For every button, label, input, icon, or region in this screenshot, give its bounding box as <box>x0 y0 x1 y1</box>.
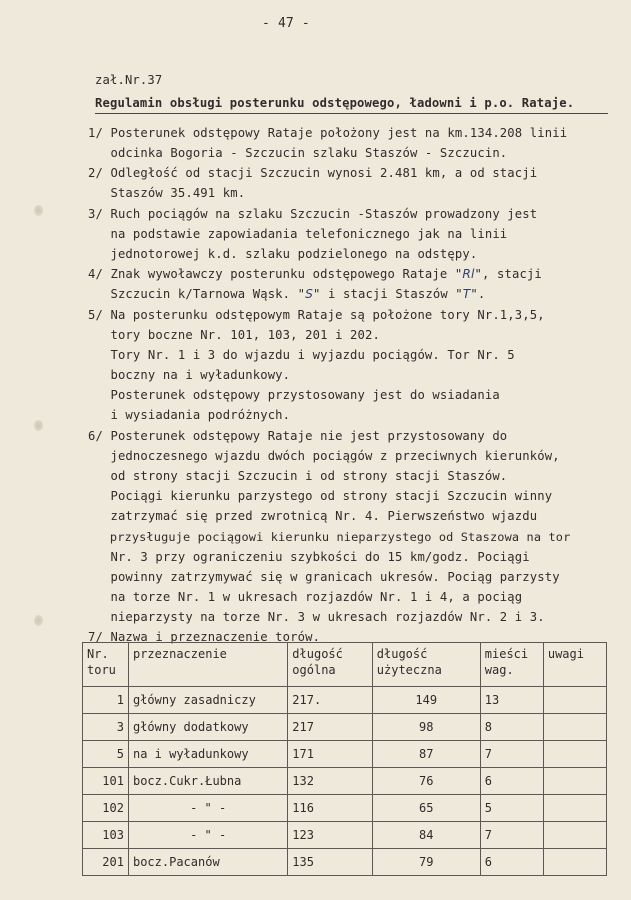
section-1-line-2: odcinka Bogoria - Szczucin szlaku Staszów - Szczucin. <box>88 146 508 160</box>
cell-purpose: główny zasadniczy <box>128 687 287 714</box>
cell-notes <box>543 687 606 714</box>
cell-purpose: - " - <box>128 795 287 822</box>
section-3-line-2: na podstawie zapowiadania telefonicznego jak na linii <box>88 227 508 241</box>
tracks-table <box>82 642 607 876</box>
header-car-capacity: mieści wag. <box>480 643 543 687</box>
cell-notes <box>543 822 606 849</box>
cell-useful-length: 84 <box>372 822 480 849</box>
header-purpose: przeznaczenie <box>128 643 287 687</box>
section-6-line-5: zatrzymać się przed zwrotnicą Nr. 4. Pierwszeństwo wjazdu <box>88 509 538 523</box>
table-row <box>83 822 607 849</box>
section-7-heading: 7/ Nazwa i przeznaczenie torów. <box>88 630 321 644</box>
section-5-line-4: boczny na i wyładunkowy. <box>88 368 291 382</box>
cell-total-length: 217. <box>288 687 372 714</box>
section-6-line-6: przysługuje pociągowi kierunku nieparzystego od Staszowa na tor <box>88 530 571 544</box>
section-6-line-10: nieparzysty na torze Nr. 3 w ukresach rozjazdów Nr. 2 i 3. <box>88 610 545 624</box>
cell-car-capacity: 6 <box>480 768 543 795</box>
section-5-line-5: Posterunek odstępowy przystosowany jest do wsiadania <box>88 388 500 402</box>
section-4-text-a: 4/ Znak wywoławczy posterunku odstępowego Rataje " <box>88 267 463 281</box>
cell-total-length: 171 <box>288 741 372 768</box>
cell-track-number: 103 <box>83 822 129 849</box>
header-track-number: Nr. toru <box>83 643 129 687</box>
table-row <box>83 795 607 822</box>
cell-track-number: 1 <box>83 687 129 714</box>
cell-purpose: - " - <box>128 822 287 849</box>
cell-track-number: 102 <box>83 795 129 822</box>
section-6-line-4: Pociągi kierunku parzystego od strony stacji Szczucin winny <box>88 489 553 503</box>
handwritten-station-code: Rl <box>462 267 475 281</box>
section-5-line-3: Tory Nr. 1 i 3 do wjazdu i wyjazdu pociągów. Tor Nr. 5 <box>88 348 515 362</box>
cell-total-length: 135 <box>288 849 372 876</box>
cell-track-number: 101 <box>83 768 129 795</box>
cell-notes <box>543 768 606 795</box>
section-4-text-b: ", stacji <box>474 267 542 281</box>
cell-car-capacity: 6 <box>480 849 543 876</box>
table-row <box>83 741 607 768</box>
cell-useful-length: 76 <box>372 768 480 795</box>
cell-useful-length: 87 <box>372 741 480 768</box>
section-4-text-e: ". <box>470 287 486 301</box>
table-row <box>83 714 607 741</box>
cell-car-capacity: 13 <box>480 687 543 714</box>
section-6-line-2: jednoczesnego wjazdu dwóch pociągów z przeciwnych kierunków, <box>88 449 560 463</box>
punch-hole <box>34 615 43 626</box>
cell-track-number: 3 <box>83 714 129 741</box>
handwritten-szczucin-code: S <box>305 287 314 301</box>
attachment-label: zał.Nr.37 <box>95 73 163 87</box>
cell-total-length: 217 <box>288 714 372 741</box>
cell-car-capacity: 7 <box>480 822 543 849</box>
table-row <box>83 849 607 876</box>
section-1-line-1: 1/ Posterunek odstępowy Rataje położony jest na km.134.208 linii <box>88 126 568 140</box>
page-number: - 47 - <box>262 16 310 31</box>
cell-notes <box>543 741 606 768</box>
section-6-line-7: Nr. 3 przy ograniczeniu szybkości do 15 km/godz. Pociągi <box>88 550 530 564</box>
title-underline <box>95 113 608 114</box>
section-6-line-3: od strony stacji Szczucin i od strony stacji Staszów. <box>88 469 508 483</box>
section-6-line-1: 6/ Posterunek odstępowy Rataje nie jest przystosowany do <box>88 429 508 443</box>
cell-purpose: bocz.Cukr.Łubna <box>128 768 287 795</box>
header-notes: uwagi <box>543 643 606 687</box>
cell-car-capacity: 7 <box>480 741 543 768</box>
cell-useful-length: 149 <box>372 687 480 714</box>
cell-purpose: główny dodatkowy <box>128 714 287 741</box>
section-3-line-3: jednotorowej k.d. szlaku podzielonego na odstępy. <box>88 247 478 261</box>
cell-notes <box>543 849 606 876</box>
header-useful-length: długość użyteczna <box>372 643 480 687</box>
punch-hole <box>34 205 43 216</box>
cell-car-capacity: 8 <box>480 714 543 741</box>
cell-total-length: 123 <box>288 822 372 849</box>
cell-track-number: 201 <box>83 849 129 876</box>
cell-useful-length: 79 <box>372 849 480 876</box>
section-4-line-1 <box>88 267 542 281</box>
cell-car-capacity: 5 <box>480 795 543 822</box>
table-row <box>83 768 607 795</box>
document-title: Regulamin obsługi posterunku odstępowego, ładowni i p.o. Rataje. <box>95 96 575 110</box>
cell-notes <box>543 714 606 741</box>
section-2-line-2: Staszów 35.491 km. <box>88 186 246 200</box>
section-5-line-2: tory boczne Nr. 101, 103, 201 i 202. <box>88 328 381 342</box>
cell-purpose: na i wyładunkowy <box>128 741 287 768</box>
section-6-line-9: na torze Nr. 1 w ukresach rozjazdów Nr. 1 i 4, a pociąg <box>88 590 523 604</box>
section-5-line-1: 5/ Na posterunku odstępowym Rataje są położone tory Nr.1,3,5, <box>88 308 545 322</box>
section-5-line-6: i wysiadania podróżnych. <box>88 408 291 422</box>
section-3-line-1: 3/ Ruch pociągów na szlaku Szczucin -Staszów prowadzony jest <box>88 207 538 221</box>
section-4-line-2 <box>88 287 485 301</box>
cell-useful-length: 98 <box>372 714 480 741</box>
section-2-line-1: 2/ Odległość od stacji Szczucin wynosi 2.481 km, a od stacji <box>88 166 538 180</box>
cell-notes <box>543 795 606 822</box>
punch-hole <box>34 420 43 431</box>
cell-track-number: 5 <box>83 741 129 768</box>
section-4-text-c: Szczucin k/Tarnowa Wąsk. " <box>88 287 306 301</box>
section-6-line-8: powinny zatrzymywać się w granicach ukresów. Pociąg parzysty <box>88 570 560 584</box>
cell-useful-length: 65 <box>372 795 480 822</box>
cell-total-length: 116 <box>288 795 372 822</box>
handwritten-staszow-code: T <box>462 287 471 301</box>
table-row <box>83 687 607 714</box>
table-header-row <box>83 643 607 687</box>
header-total-length: długość ogólna <box>288 643 372 687</box>
cell-total-length: 132 <box>288 768 372 795</box>
cell-purpose: bocz.Pacanów <box>128 849 287 876</box>
section-4-text-d: " i stacji Staszów " <box>313 287 463 301</box>
